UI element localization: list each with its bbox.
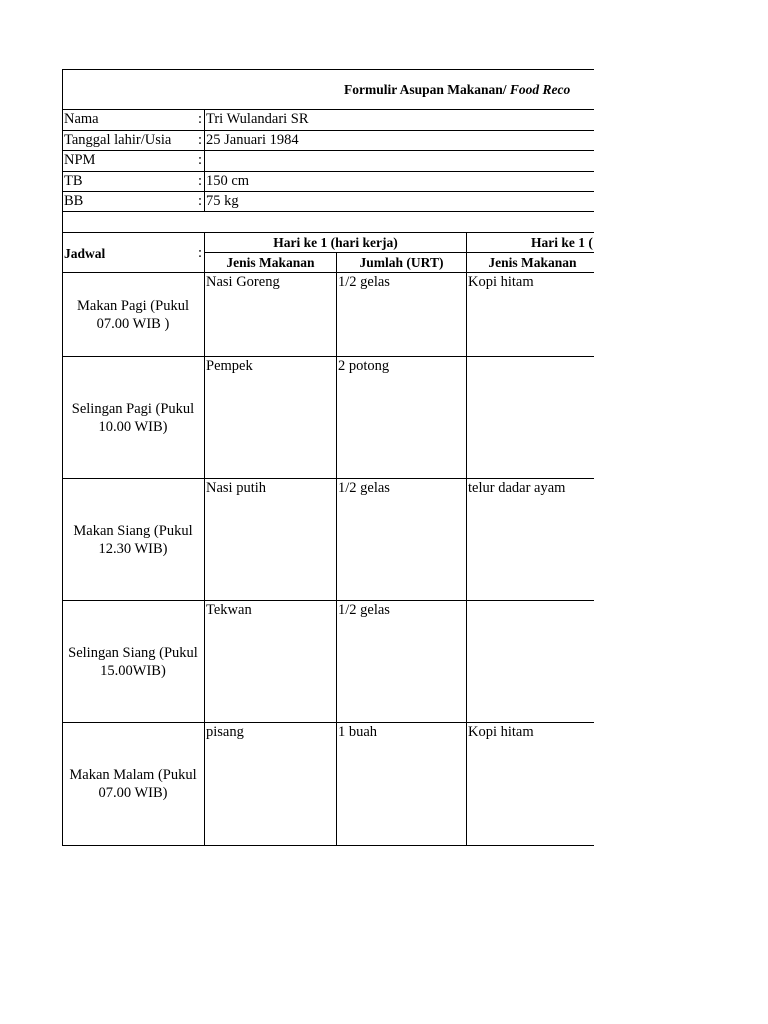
rule-day-divider (466, 232, 467, 846)
cell-food-makan-pagi: Nasi Goreng (206, 274, 280, 290)
field-label-tb: TB (64, 173, 83, 189)
rule-field-3 (62, 171, 594, 172)
field-label-bb: BB (64, 193, 84, 209)
meal-label-selingan-siang: Selingan Siang (Pukul 15.00WIB) (68, 645, 198, 679)
rule-field-1 (62, 130, 594, 131)
rule-top (62, 69, 594, 70)
meal-label-makan-malam: Makan Malam (Pukul 07.00 WIB) (69, 767, 197, 801)
rule-row-4 (62, 722, 594, 723)
rule-row-2 (62, 478, 594, 479)
field-colon-bb: : (198, 193, 203, 209)
field-value-nama: Tri Wulandari SR (206, 111, 309, 127)
cell-food-selingan-pagi: Pempek (206, 358, 253, 374)
field-colon-tb: : (198, 173, 203, 189)
meal-label-makan-siang: Makan Siang (Pukul 12.30 WIB) (73, 523, 193, 557)
rule-row-3 (62, 600, 594, 601)
rule-title-bottom (62, 109, 594, 110)
rule-bottom (62, 845, 594, 846)
schedule-header-colon: : (198, 245, 203, 261)
rule-field-5 (62, 211, 594, 212)
food-record-sheet (62, 69, 594, 846)
cell-amount-selingan-pagi: 2 potong (338, 358, 390, 374)
field-value-bb: 75 kg (206, 193, 239, 209)
cell-amount-makan-siang: 1/2 gelas (338, 480, 390, 496)
rule-table-top (62, 232, 594, 233)
rule-field-value-divider (204, 109, 205, 212)
field-label-nama: Nama (64, 111, 99, 127)
cell-food-selingan-siang: Tekwan (206, 602, 252, 618)
day2-header: Hari ke 1 ( (531, 235, 593, 250)
col-header-food-day2: Jenis Makanan (488, 255, 577, 270)
meal-label-selingan-pagi: Selingan Pagi (Pukul 10.00 WIB) (71, 401, 195, 435)
cell-amount-makan-malam: 1 buah (338, 724, 378, 740)
form-title (344, 81, 570, 98)
rule-field-2 (62, 150, 594, 151)
rule-field-4 (62, 191, 594, 192)
field-colon-tanggal-lahir: : (198, 132, 203, 148)
field-label-tanggal-lahir: Tanggal lahir/Usia (64, 132, 172, 148)
field-label-npm: NPM (64, 152, 96, 168)
field-colon-npm: : (198, 152, 203, 168)
col-header-food: Jenis Makanan (226, 255, 315, 270)
form-title-italic: Food Reco (509, 82, 571, 97)
cell-food-day2-makan-pagi: Kopi hitam (468, 274, 534, 290)
rule-amount-divider (336, 252, 337, 846)
cell-food-day2-makan-siang: telur dadar ayam (468, 480, 566, 496)
rule-left-edge (62, 69, 63, 846)
field-value-tanggal-lahir: 25 Januari 1984 (206, 132, 299, 148)
rule-schedule-divider (204, 232, 205, 846)
rule-header-bottom (62, 272, 594, 273)
rule-subheader (204, 252, 594, 253)
field-value-tb: 150 cm (206, 173, 250, 189)
cell-food-day2-makan-malam: Kopi hitam (468, 724, 534, 740)
cell-food-makan-malam: pisang (206, 724, 244, 740)
cell-food-makan-siang: Nasi putih (206, 480, 267, 496)
form-title-main: Formulir Asupan Makanan/ (344, 82, 510, 97)
field-colon-nama: : (198, 111, 203, 127)
meal-label-makan-pagi: Makan Pagi (Pukul 07.00 WIB ) (77, 298, 189, 332)
col-header-amount: Jumlah (URT) (359, 255, 444, 270)
day1-header: Hari ke 1 (hari kerja) (273, 235, 398, 250)
schedule-header: Jadwal (64, 246, 106, 261)
cell-amount-makan-pagi: 1/2 gelas (338, 274, 390, 290)
cell-amount-selingan-siang: 1/2 gelas (338, 602, 390, 618)
rule-row-1 (62, 356, 594, 357)
